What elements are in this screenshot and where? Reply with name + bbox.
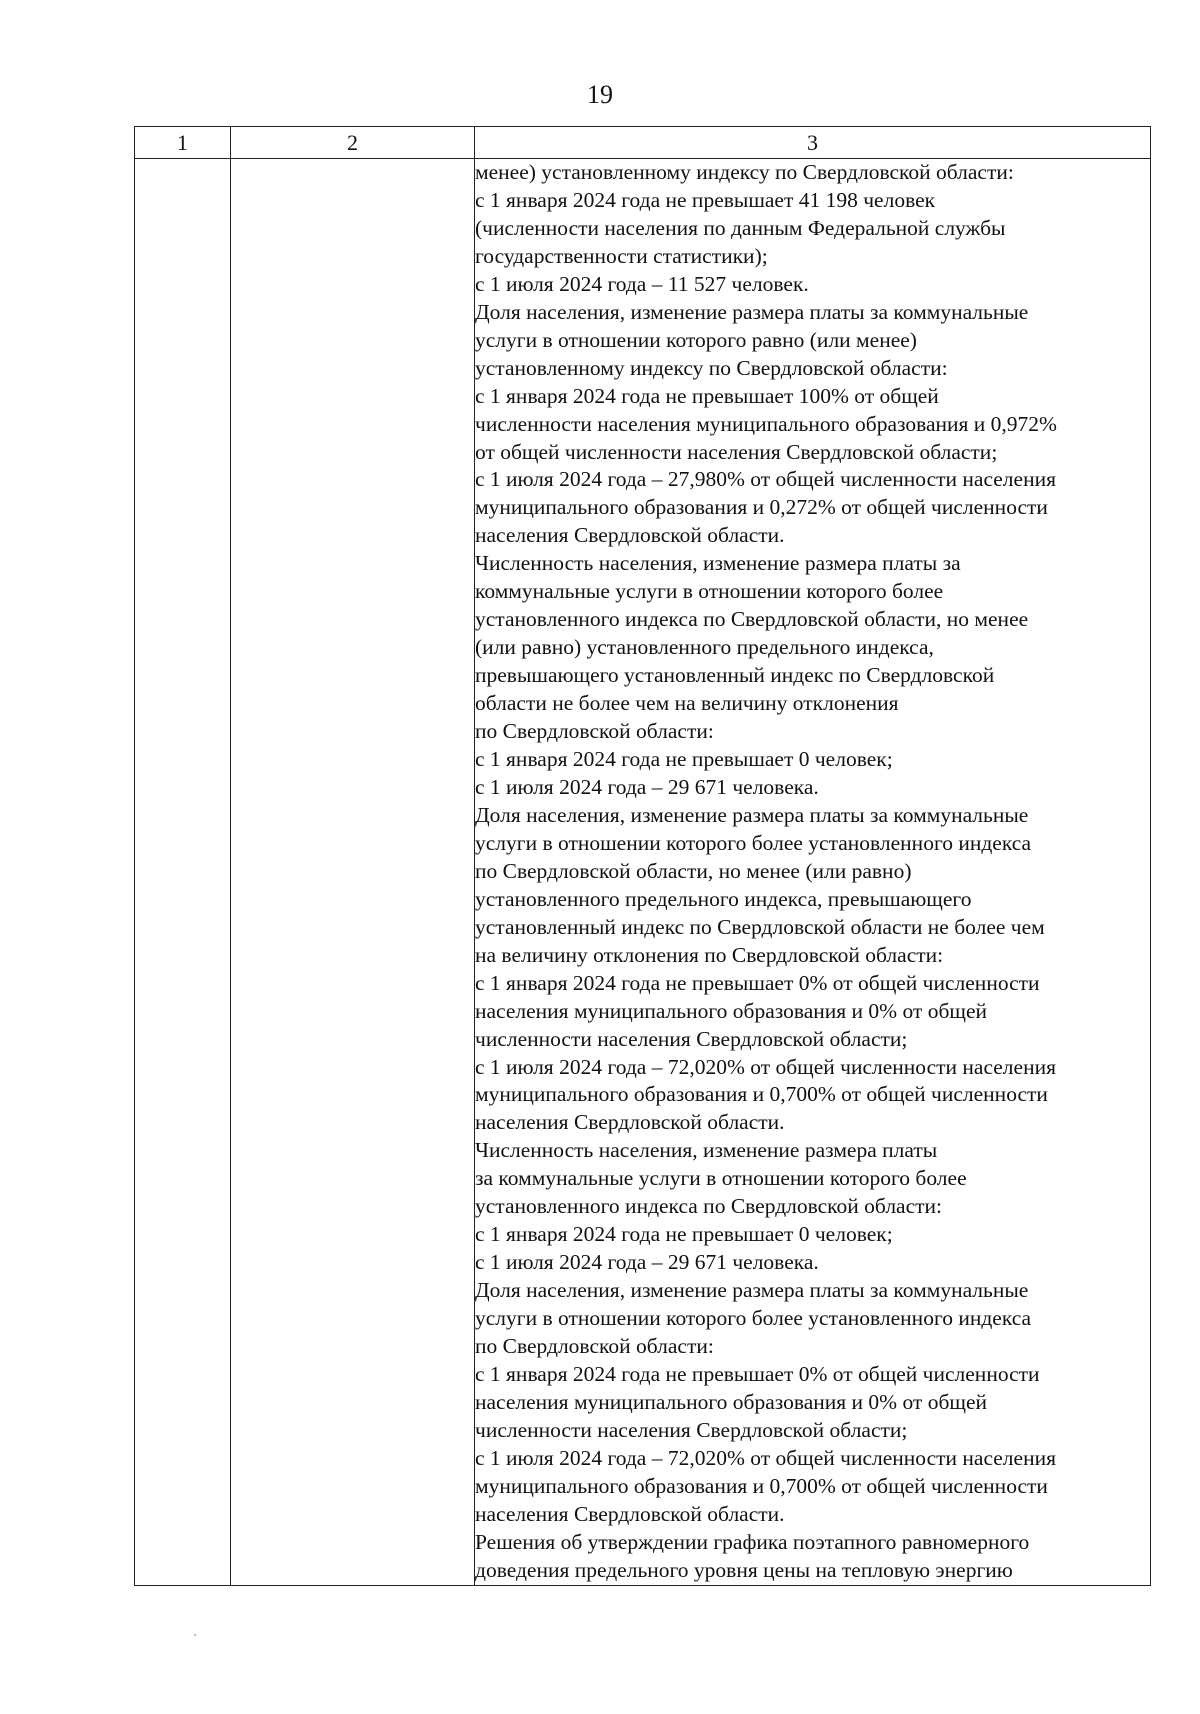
- text-line: Доля населения, изменение размера платы за коммунальные: [475, 1278, 1029, 1303]
- table-row: [135, 159, 1151, 1586]
- text-line: государственности статистики);: [475, 243, 768, 268]
- text-line: (или равно) установленного предельного индекса,: [475, 635, 934, 660]
- text-line: Численность населения, изменение размера платы: [475, 1138, 938, 1163]
- text-line: установленному индексу по Свердловской области:: [475, 355, 948, 380]
- text-line: с 1 января 2024 года не превышает 0% от общей численности: [475, 1361, 1040, 1386]
- text-line: менее) установленному индексу по Свердловской области:: [475, 160, 1014, 184]
- column-header-3: 3: [475, 127, 1151, 159]
- text-line: установленный индекс по Свердловской области не более чем: [475, 914, 1045, 939]
- text-line: Доля населения, изменение размера платы за коммунальные: [475, 802, 1029, 827]
- text-line: Доля населения, изменение размера платы за коммунальные: [475, 299, 1029, 324]
- text-line: населения Свердловской области.: [475, 1110, 785, 1135]
- text-line: от общей численности населения Свердловской области;: [475, 439, 998, 464]
- text-line: численности населения Свердловской области;: [475, 1417, 908, 1442]
- text-line: превышающего установленный индекс по Свердловской: [475, 663, 995, 688]
- text-line: доведения предельного уровня цены на тепловую энергию: [475, 1557, 1013, 1582]
- text-line: по Свердловской области:: [475, 1334, 714, 1359]
- text-line: численности населения муниципального образования и 0,972%: [475, 411, 1057, 436]
- text-line: установленного индекса по Свердловской области:: [475, 1194, 943, 1219]
- page-number: 19: [587, 80, 613, 109]
- text-line: услуги в отношении которого равно (или менее): [475, 327, 917, 352]
- text-line: с 1 июля 2024 года – 72,020% от общей численности населения: [475, 1445, 1056, 1470]
- text-line: по Свердловской области:: [475, 719, 714, 744]
- text-line: с 1 июля 2024 года – 29 671 человека.: [475, 1250, 819, 1275]
- text-line: муниципального образования и 0,700% от общей численности: [475, 1082, 1048, 1107]
- text-line: с 1 января 2024 года не превышает 0 человек;: [475, 747, 893, 772]
- column-3-cell: [475, 159, 1151, 1586]
- text-line: (численности населения по данным Федеральной службы: [475, 215, 1006, 240]
- text-line: Решения об утверждении графика поэтапного равномерного: [475, 1529, 1030, 1554]
- text-line: с 1 июля 2024 года – 11 527 человек.: [475, 271, 809, 296]
- text-line: услуги в отношении которого более установленного индекса: [475, 830, 1032, 855]
- text-line: численности населения Свердловской области;: [475, 1026, 908, 1051]
- column-header-1: 1: [135, 127, 231, 159]
- document-table: [134, 126, 1151, 1586]
- text-line: населения Свердловской области.: [475, 523, 785, 548]
- column-1-cell: [135, 159, 231, 1586]
- column-header-2: 2: [231, 127, 475, 159]
- text-line: услуги в отношении которого более установленного индекса: [475, 1306, 1032, 1331]
- column-3-text: [475, 159, 1150, 1585]
- text-line: за коммунальные услуги в отношении которого более: [475, 1166, 967, 1191]
- text-line: муниципального образования и 0,272% от общей численности: [475, 495, 1048, 520]
- text-line: с 1 июля 2024 года – 72,020% от общей численности населения: [475, 1054, 1056, 1079]
- text-line: коммунальные услуги в отношении которого более: [475, 579, 944, 604]
- text-line: установленного индекса по Свердловской области, но менее: [475, 607, 1029, 632]
- text-line: области не более чем на величину отклонения: [475, 691, 899, 716]
- text-line: населения муниципального образования и 0% от общей: [475, 998, 987, 1023]
- text-line: муниципального образования и 0,700% от общей численности: [475, 1473, 1048, 1498]
- scan-artifact: [194, 1634, 196, 1636]
- table-header-row: [135, 127, 1151, 159]
- text-line: с 1 июля 2024 года – 27,980% от общей численности населения: [475, 467, 1056, 492]
- text-line: с 1 января 2024 года не превышает 100% от общей: [475, 383, 939, 408]
- text-line: Численность населения, изменение размера платы за: [475, 551, 961, 576]
- text-line: с 1 января 2024 года не превышает 41 198 человек: [475, 187, 936, 212]
- text-line: с 1 января 2024 года не превышает 0 человек;: [475, 1222, 893, 1247]
- column-2-cell: [231, 159, 475, 1586]
- text-line: населения Свердловской области.: [475, 1501, 785, 1526]
- text-line: установленного предельного индекса, превышающего: [475, 886, 972, 911]
- text-line: с 1 июля 2024 года – 29 671 человека.: [475, 774, 819, 799]
- text-line: населения муниципального образования и 0% от общей: [475, 1389, 987, 1414]
- text-line: с 1 января 2024 года не превышает 0% от общей численности: [475, 970, 1040, 995]
- text-line: по Свердловской области, но менее (или равно): [475, 858, 912, 883]
- text-line: на величину отклонения по Свердловской области:: [475, 942, 944, 967]
